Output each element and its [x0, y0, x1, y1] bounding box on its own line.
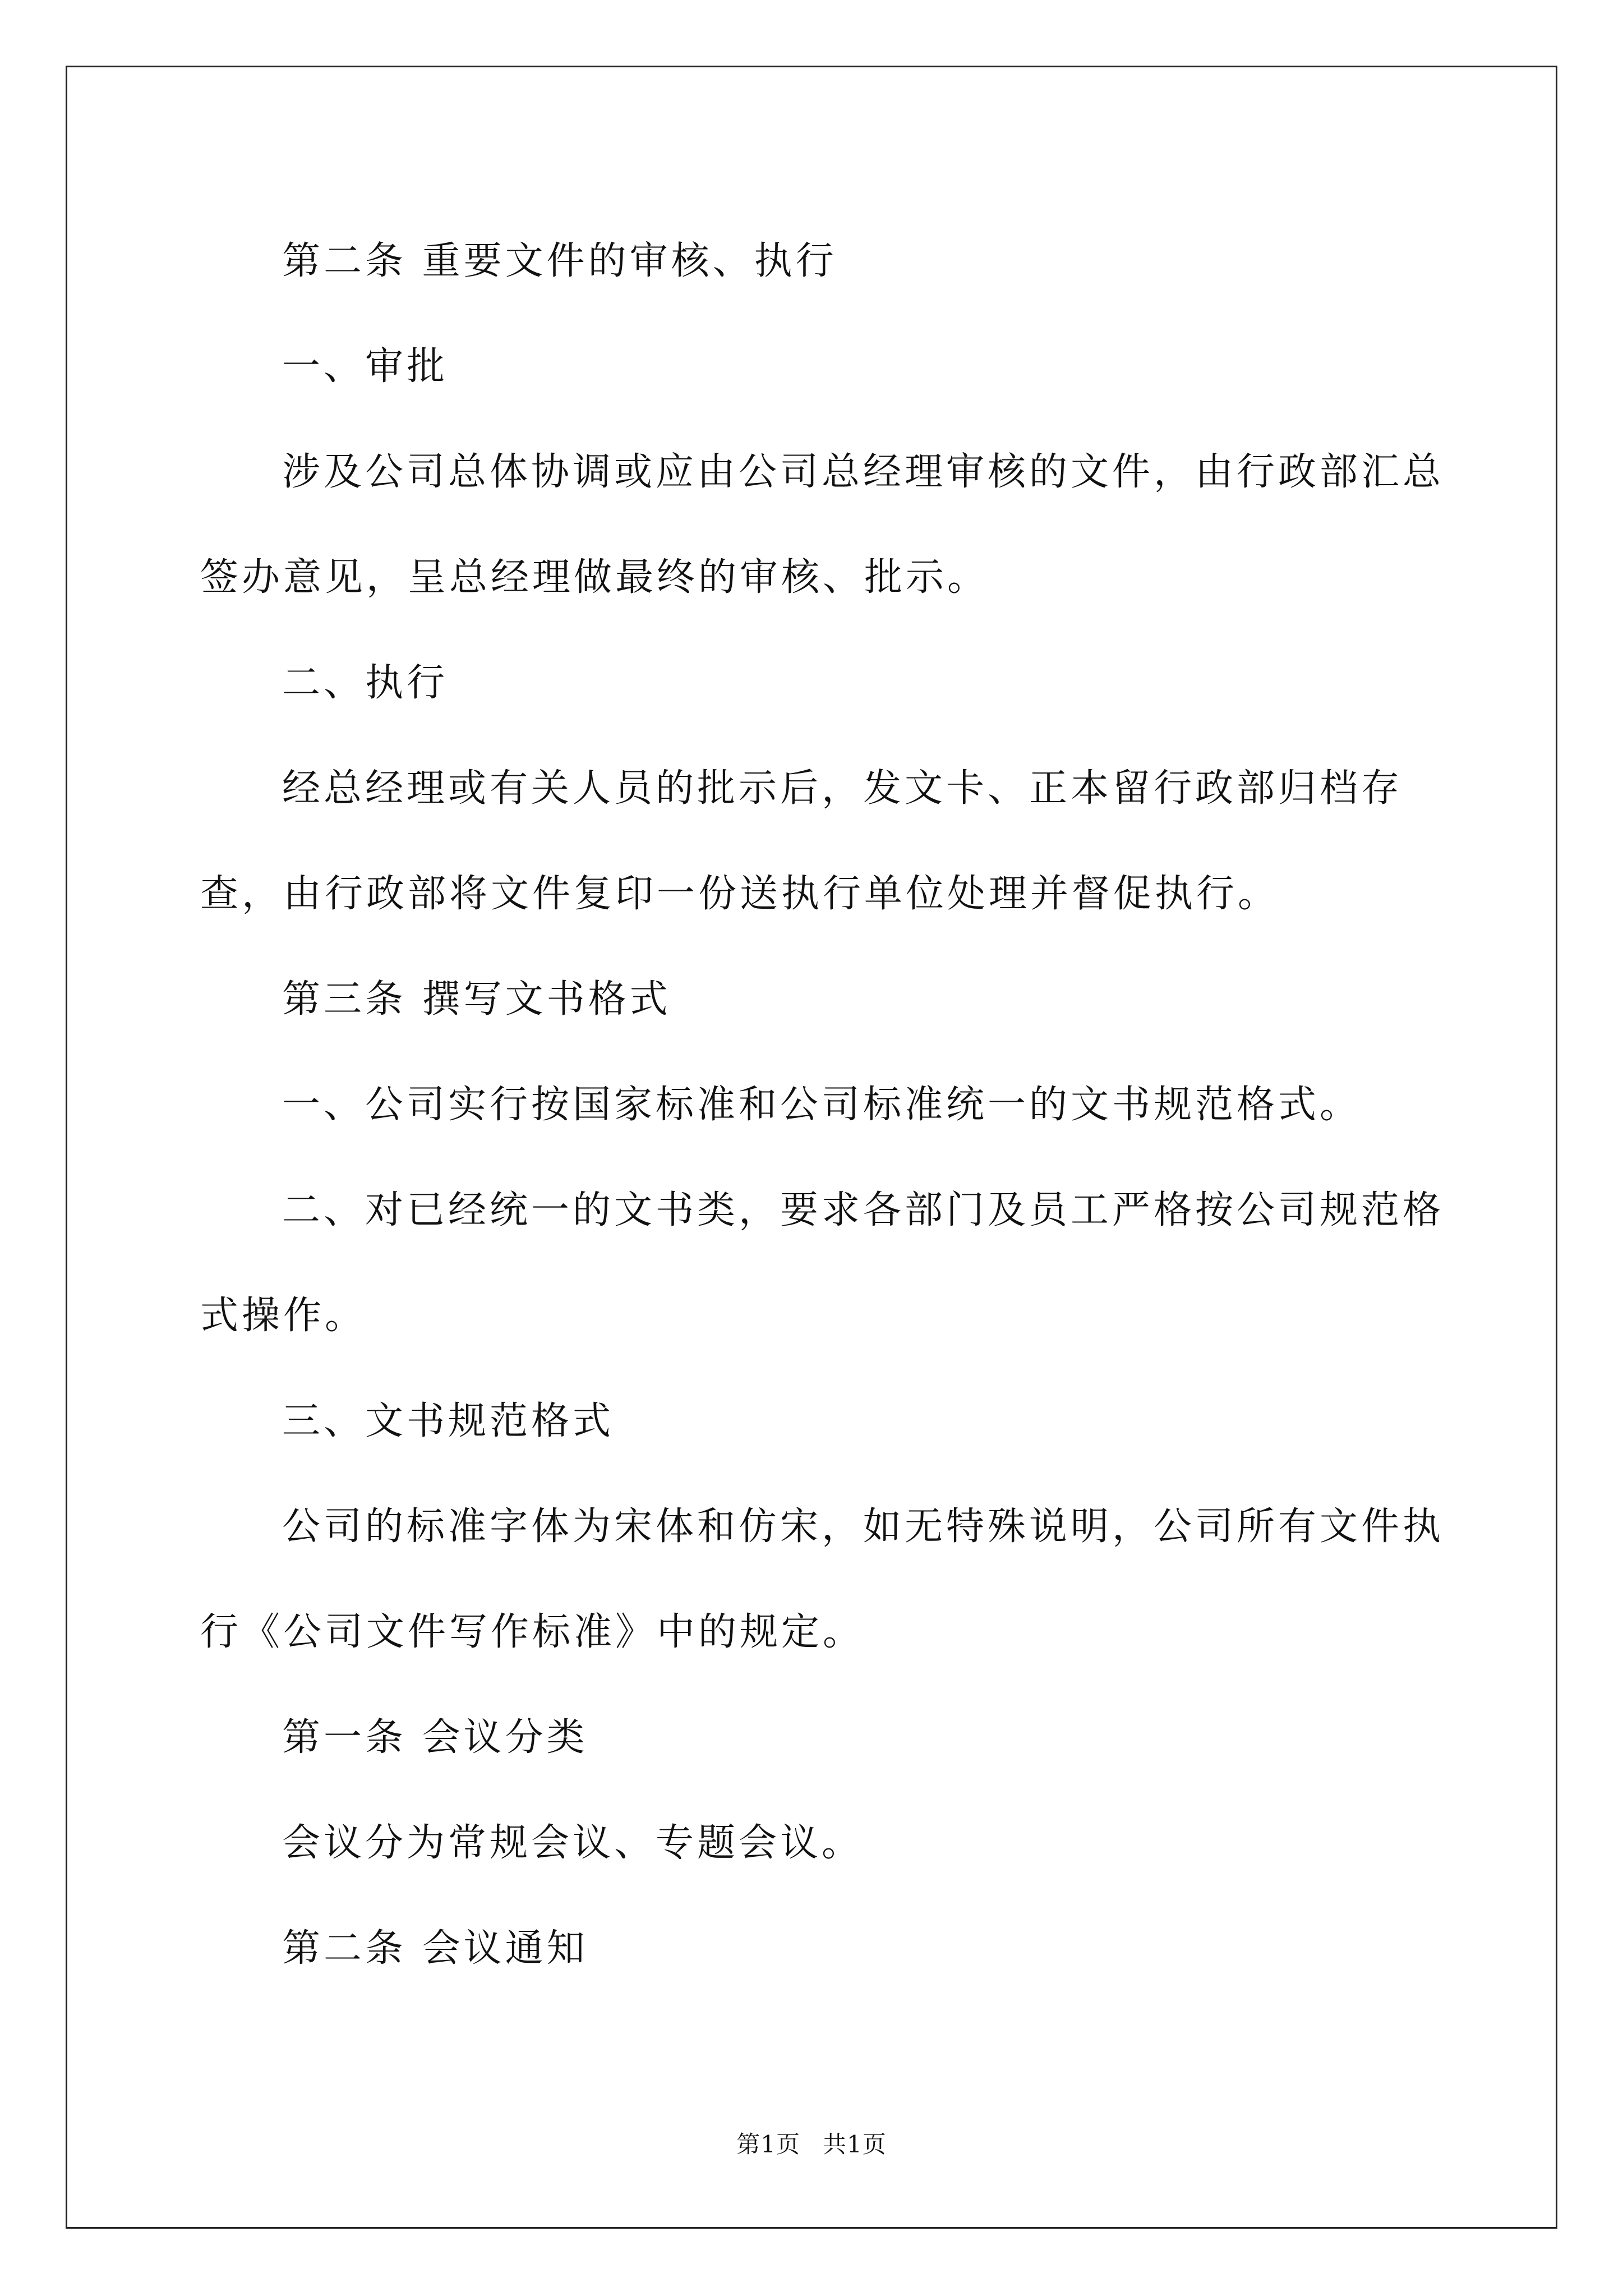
- article-heading: 第三条 撰写文书格式: [282, 977, 671, 1022]
- page-footer: [0, 2129, 1623, 2160]
- paragraph: 二、对已经统一的文书类，要求各部门及员工严格按公司规范格式操作。: [200, 1188, 1445, 1338]
- page-number: 第1页: [736, 2131, 800, 2158]
- article-heading: 第一条 会议分类: [282, 1715, 588, 1760]
- page-total: 共1页: [823, 2131, 887, 2158]
- paragraph: 会议分为常规会议、专题会议。: [282, 1821, 864, 1865]
- article-heading: 第二条 会议通知: [282, 1926, 588, 1971]
- paragraph: 涉及公司总体协调或应由公司总经理审核的文件，由行政部汇总签办意见，呈总经理做最终的审核、批示。: [200, 450, 1445, 600]
- document-body: [200, 209, 1468, 2001]
- article-heading: 第二条 重要文件的审核、执行: [282, 239, 837, 283]
- section-heading: 一、审批: [282, 344, 449, 389]
- section-heading: 二、执行: [282, 661, 449, 705]
- paragraph: 经总经理或有关人员的批示后，发文卡、正本留行政部归档存查，由行政部将文件复印一份送执行单位处理并督促执行。: [200, 766, 1403, 916]
- paragraph: 一、公司实行按国家标准和公司标准统一的文书规范格式。: [282, 1083, 1362, 1127]
- paragraph: 公司的标准字体为宋体和仿宋，如无特殊说明，公司所有文件执行《公司文件写作标准》中的规定。: [200, 1504, 1445, 1654]
- section-heading: 三、文书规范格式: [282, 1399, 615, 1443]
